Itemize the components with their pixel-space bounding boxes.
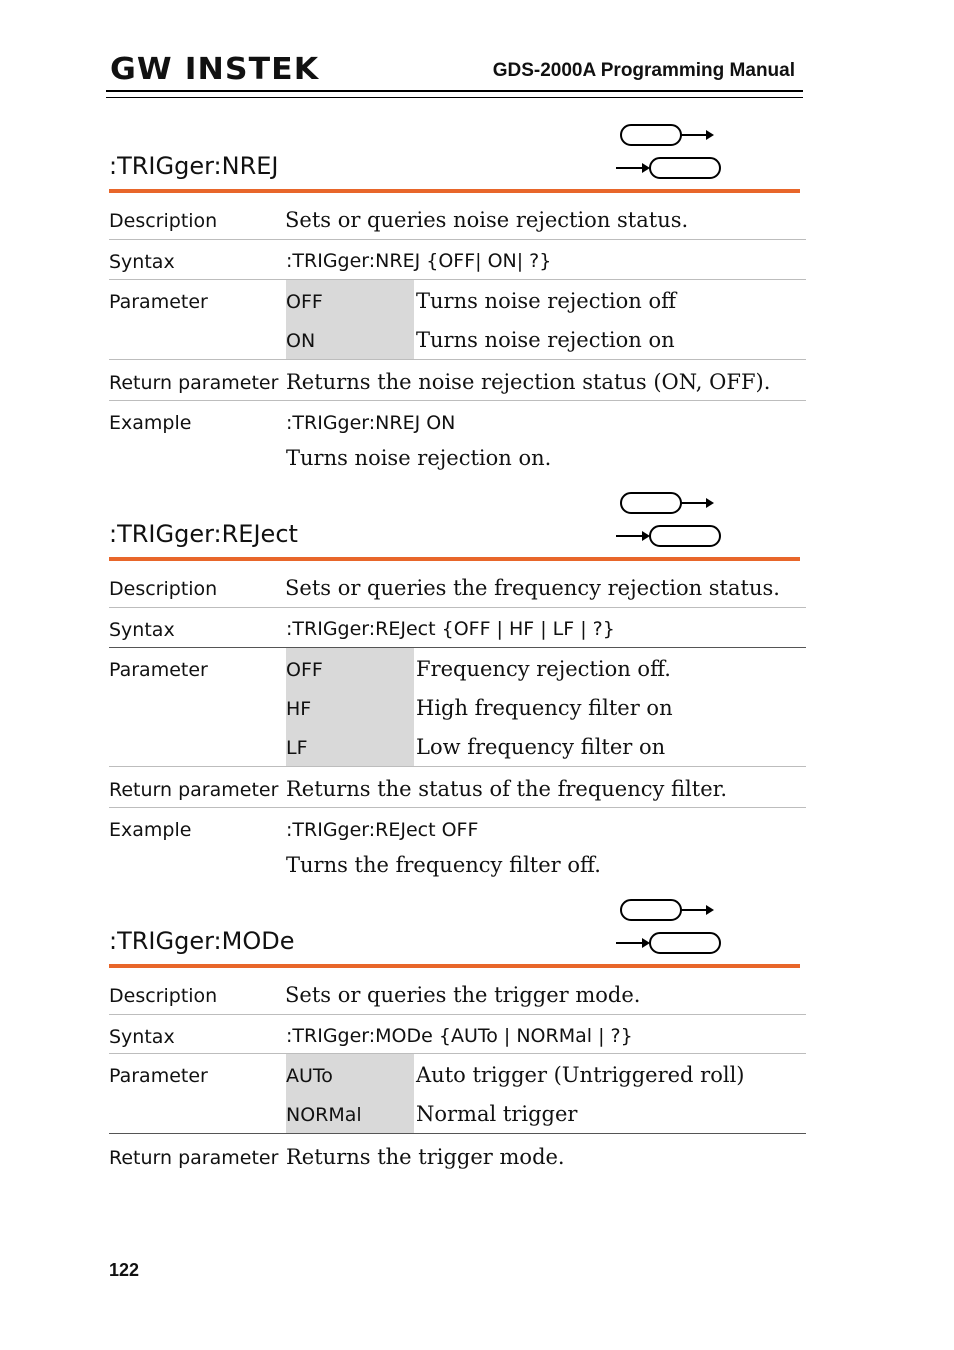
return-parameter-label: Return parameter [109,372,279,394]
section-title: :TRIGger:NREJ [109,152,279,180]
parameter-name: OFF [286,659,323,681]
parameter-desc: Normal trigger [416,1102,578,1126]
syntax-value: :TRIGger:NREJ {OFF| ON| ?} [286,250,552,272]
parameter-row [109,1054,806,1134]
parameter-desc: Low frequency filter on [416,735,666,759]
description-label: Description [109,985,218,1007]
section-nrej [109,120,806,480]
return-parameter-label: Return parameter [109,1147,279,1169]
brand-logo: GW INSTEK [110,52,320,87]
page-header [106,50,803,98]
description-value: Sets or queries the frequency rejection status. [285,576,780,600]
parameter-row [109,280,806,360]
example-row [109,808,806,886]
parameter-label: Parameter [109,659,208,681]
set-query-icon [616,122,726,182]
description-row [109,198,806,240]
return-parameter-row [109,360,806,401]
return-parameter-label: Return parameter [109,779,279,801]
parameter-name: HF [286,698,312,720]
parameter-label: Parameter [109,1065,208,1087]
example-description: Turns noise rejection on. [286,446,552,470]
description-value: Sets or queries the trigger mode. [285,983,641,1007]
example-label: Example [109,412,192,434]
syntax-label: Syntax [109,251,175,273]
parameter-row [109,648,806,767]
example-description: Turns the frequency filter off. [286,853,601,877]
parameter-name: LF [286,737,308,759]
set-query-icon [616,490,726,550]
manual-title: GDS-2000A Programming Manual [492,60,795,81]
section-reject [109,488,806,888]
parameter-label: Parameter [109,291,208,313]
example-row [109,401,806,479]
page-number: 122 [109,1260,140,1280]
parameter-desc: High frequency filter on [416,696,673,720]
return-parameter-value: Returns the trigger mode. [286,1145,565,1169]
parameter-name: ON [286,330,316,352]
description-row [109,973,806,1015]
section-title: :TRIGger:MODe [109,927,295,955]
syntax-value: :TRIGger:MODe {AUTo | NORMal | ?} [286,1025,633,1047]
syntax-label: Syntax [109,619,175,641]
description-label: Description [109,210,218,232]
section-rule [109,189,800,193]
example-command: :TRIGger:REJect OFF [286,819,479,841]
syntax-row [109,240,806,280]
return-parameter-value: Returns the noise rejection status (ON, OFF). [286,370,771,394]
parameter-desc: Turns noise rejection on [416,328,675,352]
set-query-icon [616,897,726,957]
section-rule [109,557,800,561]
syntax-label: Syntax [109,1026,175,1048]
example-label: Example [109,819,192,841]
syntax-row [109,608,806,648]
header-rule [106,90,803,98]
return-parameter-value: Returns the status of the frequency filter. [286,777,728,801]
example-command: :TRIGger:NREJ ON [286,412,456,434]
parameter-name: AUTo [286,1065,333,1087]
description-value: Sets or queries noise rejection status. [285,208,689,232]
syntax-value: :TRIGger:REJect {OFF | HF | LF | ?} [286,618,615,640]
parameter-name: NORMal [286,1104,362,1126]
parameter-name: OFF [286,291,323,313]
return-parameter-row [109,767,806,808]
parameter-desc: Frequency rejection off. [416,657,671,681]
section-rule [109,964,800,968]
description-row [109,566,806,608]
section-title: :TRIGger:REJect [109,520,298,548]
description-label: Description [109,578,218,600]
parameter-desc: Turns noise rejection off [416,289,677,313]
syntax-row [109,1015,806,1054]
parameter-desc: Auto trigger (Untriggered roll) [416,1063,745,1087]
return-parameter-row [109,1135,806,1175]
section-mode [109,895,806,1185]
